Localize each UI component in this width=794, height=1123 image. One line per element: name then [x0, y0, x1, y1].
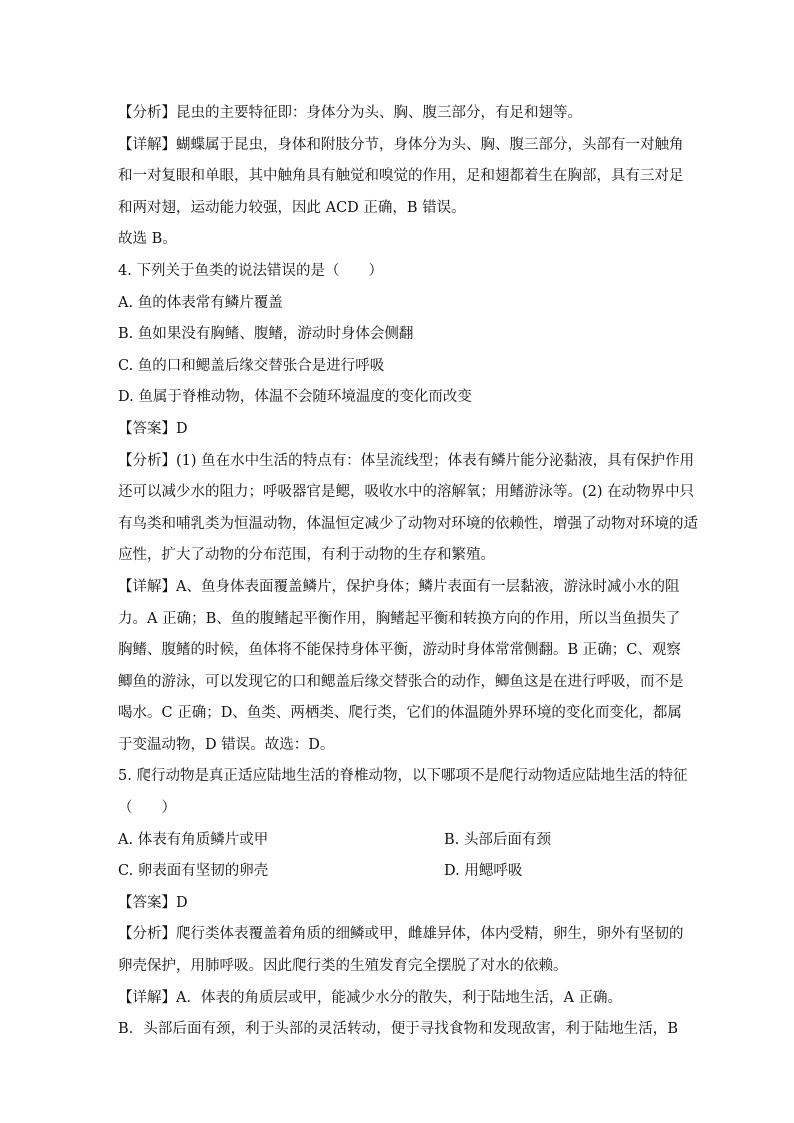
q3-conclusion: 故选 B。 — [118, 231, 177, 248]
document-page — [118, 98, 698, 1046]
q4-option-d: D. 鱼属于脊椎动物，体温不会随环境温度的变化而改变 — [118, 389, 472, 406]
q4-option-b: B. 鱼如果没有胸鳍、腹鳍，游动时身体会侧翻 — [118, 326, 414, 343]
q4-detail-line: 喝水。C 正确；D、鱼类、两栖类、爬行类，它们的体温随外界环境的变化而变化，都属 — [118, 705, 682, 722]
q5-option-d: D. 用鳃呼吸 — [444, 863, 523, 880]
q5-option-c: C. 卵表面有坚韧的卵壳 — [118, 863, 269, 880]
q5-stem: 5. 爬行动物是真正适应陆地生活的脊椎动物，以下哪项不是爬行动物适应陆地生活的特征 — [118, 768, 688, 785]
q3-detail-line: 和两对翅，运动能力较强，因此 ACD 正确，B 错误。 — [118, 199, 466, 216]
q5-detail-line: 【详解】A．体表的角质层或甲，能减少水分的散失，利于陆地生活，A 正确。 — [118, 989, 623, 1006]
q5-analysis-line: 【分析】爬行类体表覆盖着角质的细鳞或甲，雌雄异体，体内受精，卵生，卵外有坚韧的 — [118, 926, 684, 943]
q3-analysis: 【分析】昆虫的主要特征即：身体分为头、胸、腹三部分，有足和翅等。 — [118, 105, 582, 121]
q5-detail-line: B．头部后面有颈，利于头部的灵活转动，便于寻找食物和发现敌害，利于陆地生活，B — [118, 1021, 678, 1038]
q4-detail-line: 【详解】A、鱼身体表面覆盖鳞片，保护身体；鳞片表面有一层黏液，游泳时减小水的阻 — [118, 578, 680, 595]
q4-analysis-line: 应性，扩大了动物的分布范围，有利于动物的生存和繁殖。 — [118, 547, 495, 564]
q4-analysis-line: 【分析】(1) 鱼在水中生活的特点有：体呈流线型；体表有鳞片能分泌黏液，具有保护作用 — [118, 452, 695, 469]
q5-stem-blank: （ ） — [118, 800, 176, 817]
q5-analysis-line: 卵壳保护，用肺呼吸。因此爬行类的生殖发育完全摆脱了对水的依赖。 — [118, 958, 568, 975]
q5-options-row — [118, 825, 678, 857]
q4-detail-line: 胸鳍、腹鳍的时候，鱼体将不能保持身体平衡，游动时身体常常侧翻。B 正确；C、观察 — [118, 642, 681, 659]
q5-options-row — [118, 856, 678, 888]
q4-answer: 【答案】D — [118, 420, 188, 437]
q4-stem: 4. 下列关于鱼类的说法错误的是（ ） — [118, 262, 383, 279]
q4-option-c: C. 鱼的口和鳃盖后缘交替张合是进行呼吸 — [118, 357, 385, 374]
q4-detail-line: 力。A 正确；B、鱼的腹鳍起平衡作用，胸鳍起平衡和转换方向的作用，所以当鱼损失了 — [118, 610, 681, 627]
q4-analysis-line: 有鸟类和哺乳类为恒温动物，体温恒定减少了动物对环境的依赖性，增强了动物对环境的适 — [118, 515, 698, 532]
q3-detail-line: 【详解】蝴蝶属于昆虫，身体和附肢分节，身体分为头、胸、腹三部分，头部有一对触角 — [118, 136, 684, 153]
q5-option-b: B. 头部后面有颈 — [444, 831, 551, 848]
q5-answer: 【答案】D — [118, 894, 188, 911]
q4-detail-line: 于变温动物，D 错误。故选：D。 — [118, 736, 335, 753]
q4-option-a: A. 鱼的体表常有鳞片覆盖 — [118, 294, 283, 311]
q4-detail-line: 鲫鱼的游泳，可以发现它的口和鳃盖后缘交替张合的动作，鲫鱼这是在进行呼吸，而不是 — [118, 673, 684, 690]
q5-option-a: A. 体表有角质鳞片或甲 — [118, 831, 269, 848]
q4-analysis-line: 还可以减少水的阻力；呼吸器官是鳃，吸收水中的溶解氧；用鳍游泳等。(2) 在动物界中只 — [118, 484, 695, 501]
q3-detail-line: 和一对复眼和单眼，其中触角具有触觉和嗅觉的作用，足和翅都着生在胸部，具有三对足 — [118, 168, 684, 185]
